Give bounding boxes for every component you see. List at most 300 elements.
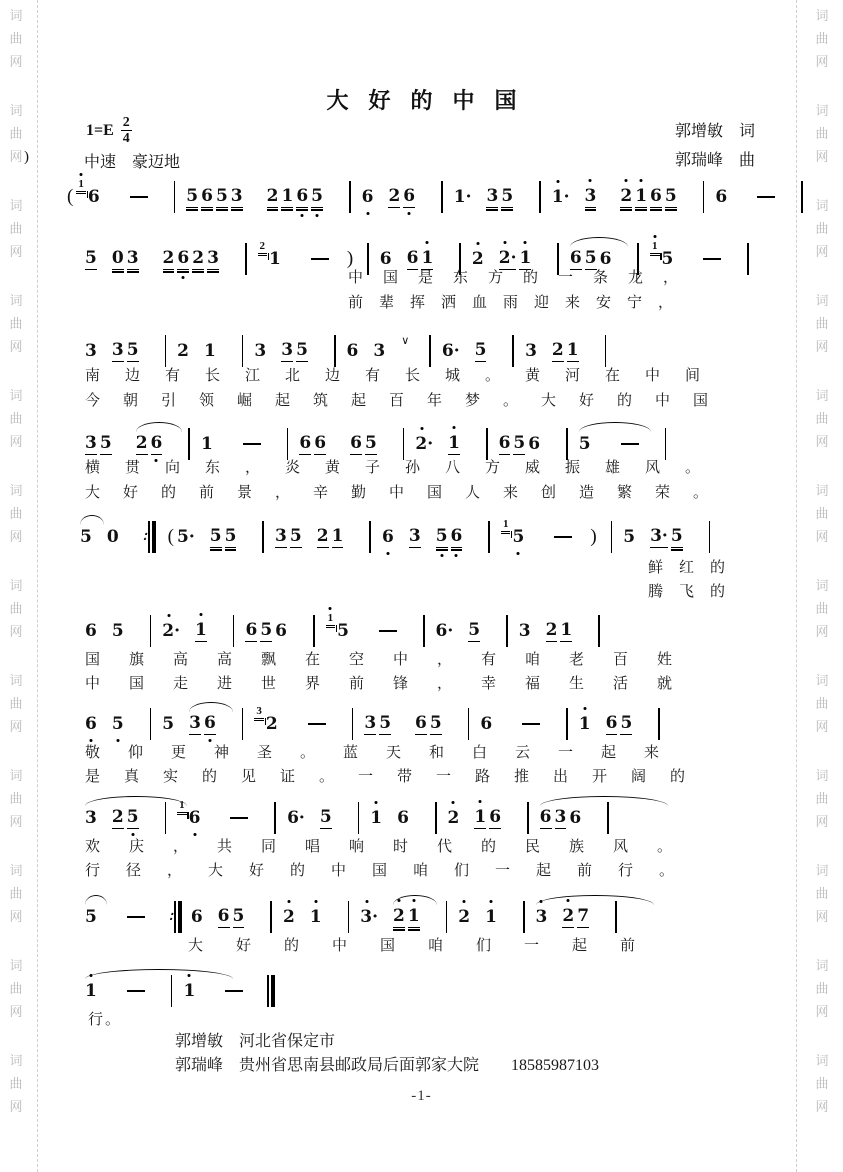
note: 2 [265,714,278,734]
octave-dot-high [412,899,415,902]
watermark-char: 网 [9,529,23,544]
watermark-group [9,4,22,73]
watermark-char: 网 [815,1004,829,1019]
watermark-char: 网 [815,149,829,164]
duration-dash [127,916,145,918]
watermark-group [9,479,22,548]
note: 1 [579,714,591,734]
barline [658,708,660,740]
parenthesis: ) [346,248,354,269]
watermark-group [815,1049,828,1118]
barline-thick [178,901,182,933]
duration-dash [308,723,326,725]
octave-dot-high [426,241,429,244]
note: 1 [485,907,497,927]
meter-numerator: 2 [122,115,130,130]
note: 3· [650,526,668,546]
barline [605,335,607,367]
note: 6 [403,186,415,208]
watermark-char: 词 [815,388,829,403]
watermark-char: 曲 [9,791,23,806]
watermark-char: 网 [815,529,829,544]
note: 3 [364,713,377,733]
note: 6 [346,341,359,361]
note: 6 [85,714,97,734]
barline [709,521,711,553]
barline [512,335,514,367]
note: 1 [519,248,531,270]
note: 2· [499,248,517,270]
note: 6 [451,526,463,548]
lyric-line: 大好的前景，辛勤中国人来创造繁荣。 [85,485,732,501]
grace-note: 1 [177,800,187,815]
watermark-char: 曲 [815,506,829,521]
note: 5 [468,620,481,640]
note: 5 [661,249,674,269]
duration-dash [311,258,329,260]
watermark-group [9,859,22,928]
stray-paren: ) [24,149,29,165]
watermark-char: 词 [815,578,829,593]
barline [349,181,351,213]
note: 6 [204,713,216,735]
barline [165,802,167,834]
duration-dash [703,258,721,260]
note: 2 [266,186,279,206]
watermark-char: 网 [815,719,829,734]
watermark-char: 曲 [815,1076,829,1091]
note: 6 [539,807,552,827]
note: 6 [151,433,163,455]
watermark-char: 词 [9,673,23,688]
watermark-char: 曲 [9,506,23,521]
note: 5 [501,186,514,206]
watermark-char: 网 [9,719,23,734]
watermark-group [9,289,22,358]
note: 2 [562,906,574,928]
barline [801,181,803,213]
note: 5 [429,713,442,733]
barline [435,802,437,834]
note: 1 [183,981,195,1001]
grace-note: 2 [258,241,268,256]
score-line [64,176,814,218]
parenthesis: ( [167,526,174,547]
octave-dot-high [89,974,92,977]
note: 6 [314,433,327,453]
watermark-group [9,954,22,1023]
watermark-group [815,954,828,1023]
note: 5 [474,340,487,360]
note: 5· [177,527,195,547]
watermark-char: 网 [815,244,829,259]
slur-tie-arc [80,515,104,525]
note: 6 [87,187,100,207]
barline [233,615,235,647]
contact-line-lyricist: 郭增敏 河北省保定市 [175,1033,336,1050]
octave-dot-high [540,900,543,903]
octave-dot-high [653,235,656,238]
watermark-group [9,574,22,643]
note: 2 [388,186,401,206]
note: 5 [436,526,448,548]
barline [527,802,529,834]
note: 3 [126,248,139,268]
note: 2 [545,620,558,640]
note: 1 [474,807,486,829]
note: 5 [186,186,199,206]
octave-dot-high [314,900,317,903]
lyric-line: 鲜红的 [648,560,742,576]
watermark-char: 曲 [9,981,23,996]
note: 3 [585,186,597,208]
note: 0 [111,248,124,268]
note: 2 [177,341,189,361]
slur-tie-arc [189,702,233,712]
key-label: 1=E [86,121,114,139]
note: 0 [106,527,119,547]
watermark-char: 网 [815,54,829,69]
slur-tie-arc [85,796,187,806]
watermark-char: 词 [815,768,829,783]
barline [150,708,152,740]
note: 6· [435,621,454,641]
note: 5 [623,527,636,547]
lyric-line: 行径，大好的中国咱们一起前行。 [85,863,701,879]
note: 6 [406,248,419,268]
octave-dot-high [452,801,455,804]
barline [566,708,568,740]
note: 2 [135,433,148,453]
note: 2· [162,621,180,641]
note: 5 [670,526,683,546]
grace-note: 1 [650,241,660,256]
note: 3 [554,807,567,827]
note: 6 [217,906,230,926]
watermark-char: 网 [9,909,23,924]
note: 5 [364,433,377,453]
watermark-char: 曲 [9,601,23,616]
watermark-char: 曲 [815,221,829,236]
lyric-line: 大好的中国咱们一起前 [188,938,669,954]
duration-dash [130,196,148,198]
watermark-group [815,289,828,358]
contact-line-composer: 郭瑞峰 贵州省思南县邮政局后面郭家大院 18585987103 [175,1057,600,1074]
watermark-char: 词 [9,8,23,23]
watermark-char: 词 [815,198,829,213]
watermark-char: 词 [815,483,829,498]
note: 6 [489,807,502,827]
song-title: 大好的中国 [326,88,537,113]
barline [506,615,508,647]
watermark-group [9,764,22,833]
parenthesis: ) [590,526,597,547]
watermark-char: 词 [815,673,829,688]
note: 3 [111,340,124,360]
note: 2 [448,808,460,828]
note: 5 [85,248,97,268]
note: 6 [177,248,189,270]
note: 7 [577,906,590,926]
note: 6· [287,808,305,828]
barline [446,901,448,933]
watermark-char: 网 [9,1099,23,1114]
watermark-char: 词 [9,578,23,593]
note: 1 [195,620,207,642]
note: 3 [254,341,267,361]
key-signature [86,116,132,145]
note: 2 [620,186,632,208]
barline [270,901,272,933]
watermark-group [815,194,828,263]
note: 2 [111,807,124,827]
note: 6 [415,713,427,733]
watermark-char: 曲 [9,221,23,236]
octave-dot-high [365,900,368,903]
octave-dot-high [329,607,332,610]
barline [274,802,276,834]
watermark-char: 曲 [815,696,829,711]
note: 5 [289,526,302,546]
note: 2 [283,907,295,927]
barline-thin [148,521,150,553]
border-dashed-left [37,0,38,1172]
barline-thin [267,975,269,1007]
note: 1 [281,186,294,206]
note: 6 [397,808,409,828]
watermark-char: 词 [9,958,23,973]
octave-dot-high [453,426,456,429]
note: 1 [408,906,420,928]
note: 5 [126,340,139,360]
octave-dot-high [287,900,290,903]
barline [607,802,609,834]
note: 3 [85,808,97,828]
note: 5 [319,807,332,827]
lyric-line: 行。 [88,1012,123,1028]
barline [423,615,425,647]
watermark-char: 曲 [815,126,829,141]
note: 3 [85,433,97,453]
note: 6· [441,341,460,361]
watermark-char: 曲 [815,886,829,901]
note: 5 [513,433,526,453]
octave-dot-high [479,800,482,803]
watermark-char: 词 [9,198,23,213]
barline [150,615,152,647]
lyric-line: 国旗高高飘在空中，有咱老百姓 [85,652,702,668]
slur-tie-arc [536,895,654,905]
note: 1 [448,433,460,455]
note: 3 [281,340,294,360]
meter-denominator: 4 [122,131,130,146]
note: 2 [393,906,405,928]
octave-dot-high [589,179,592,182]
lyric-line: 腾飞的 [648,584,742,600]
note: 3 [85,341,97,361]
repeat-end-barline: ∶ [143,521,156,553]
watermark-column-right [812,4,832,1172]
note: 6 [362,187,374,207]
watermark-char: 词 [815,293,829,308]
score-line [85,703,671,745]
note: 6 [650,186,662,206]
watermark-char: 词 [9,483,23,498]
octave-dot-high [463,900,466,903]
note: 3 [518,621,531,641]
duration-dash [379,630,397,632]
note: 6 [190,907,203,927]
note: 2 [162,248,175,268]
watermark-column-left [6,4,26,1172]
octave-dot-low [440,554,443,557]
note: 3 [275,526,287,546]
barline [334,335,336,367]
slur-tie-arc [85,895,107,905]
note: 5 [664,186,677,206]
watermark-group [815,669,828,738]
octave-dot-high [199,613,202,616]
octave-dot-high [188,974,191,977]
note: 6 [189,808,201,828]
duration-dash [554,536,572,538]
watermark-char: 网 [9,244,23,259]
lyric-line: 中国是东方的一条龙， [348,270,699,286]
barline [245,243,247,275]
note: 5 [311,186,323,208]
watermark-char: 曲 [815,316,829,331]
watermark-char: 词 [9,863,23,878]
watermark-char: 词 [815,863,829,878]
note: 3 [536,907,548,927]
octave-dot-low [455,554,458,557]
note: 6 [382,527,394,547]
watermark-char: 网 [815,339,829,354]
duration-dash [127,990,145,992]
octave-dot-low [366,212,369,215]
note: 1 [331,526,344,546]
score-line [85,797,620,839]
watermark-char: 曲 [815,411,829,426]
note: 5 [620,713,633,733]
watermark-char: 网 [815,1099,829,1114]
note: 6 [379,249,392,269]
note: 6 [569,808,582,828]
note: 5 [99,433,112,453]
barline [523,901,525,933]
grace-note: 1 [76,179,86,194]
watermark-char: 曲 [815,601,829,616]
watermark-char: 网 [9,624,23,639]
lyric-line: 是真实的见证。一带一路推出开阔的 [85,769,710,785]
score-line [85,896,628,938]
octave-dot-low [517,552,520,555]
note: 3· [360,907,378,927]
octave-dot-high [167,614,170,617]
note: 3 [373,341,386,361]
watermark-char: 网 [815,814,829,829]
note: 5 [112,714,124,734]
note: 3 [189,713,201,733]
watermark-char: 词 [815,103,829,118]
note: 6 [715,187,728,207]
watermark-group [815,384,828,453]
note: 6 [480,714,493,734]
octave-dot-low [182,276,185,279]
repeat-end-barline: ∶ [169,901,182,933]
watermark-group [815,479,828,548]
page-number: -1- [411,1088,432,1104]
note: 5 [260,620,273,640]
watermark-char: 曲 [9,31,23,46]
watermark-char: 词 [9,1053,23,1068]
barline [611,521,613,553]
barline [441,181,443,213]
barline [174,181,176,213]
watermark-char: 网 [9,434,23,449]
watermark-group [9,194,22,263]
note: 6 [528,434,541,454]
octave-dot-high [80,173,83,176]
octave-dot-high [640,179,643,182]
barline [468,708,470,740]
octave-dot-high [397,899,400,902]
note: 3 [230,186,243,206]
note: 5 [584,248,597,268]
barline [615,901,617,933]
watermark-char: 词 [9,768,23,783]
note: 5 [215,186,228,206]
watermark-group [815,859,828,928]
watermark-char: 曲 [9,126,23,141]
watermark-char: 网 [9,814,23,829]
watermark-group [9,1049,22,1118]
note: 6 [296,186,308,208]
note: 3 [486,186,499,206]
watermark-char: 网 [9,54,23,69]
barline [747,243,749,275]
note: 1 [85,981,97,1001]
parenthesis: ( [67,186,74,207]
note: 1· [453,187,472,207]
watermark-char: 网 [815,624,829,639]
watermark-char: 网 [9,149,23,164]
watermark-char: 网 [815,909,829,924]
note: 1 [566,340,579,360]
duration-dash [522,723,540,725]
barline [242,708,244,740]
slur-tie-arc [85,969,233,979]
duration-dash [243,443,261,445]
final-barline [267,975,275,1007]
breath-mark: ∨ [401,334,410,347]
watermark-char: 词 [9,388,23,403]
score-line [85,970,284,1012]
lyric-line: 敬仰更神圣。蓝天和白云一起来 [85,745,688,761]
barline [598,615,600,647]
lyric-line: 前辈挥洒血雨迎来安宁， [348,295,690,311]
watermark-char: 曲 [815,791,829,806]
note: 5 [578,434,591,454]
note: 5 [337,621,349,641]
lyric-line: 中国走进世界前锋，幸福生活就 [85,676,702,692]
note: 5 [512,527,524,547]
note: 6 [350,433,362,453]
barline [358,802,360,834]
note: 1 [421,248,433,270]
barline [171,975,173,1007]
watermark-char: 词 [815,1053,829,1068]
